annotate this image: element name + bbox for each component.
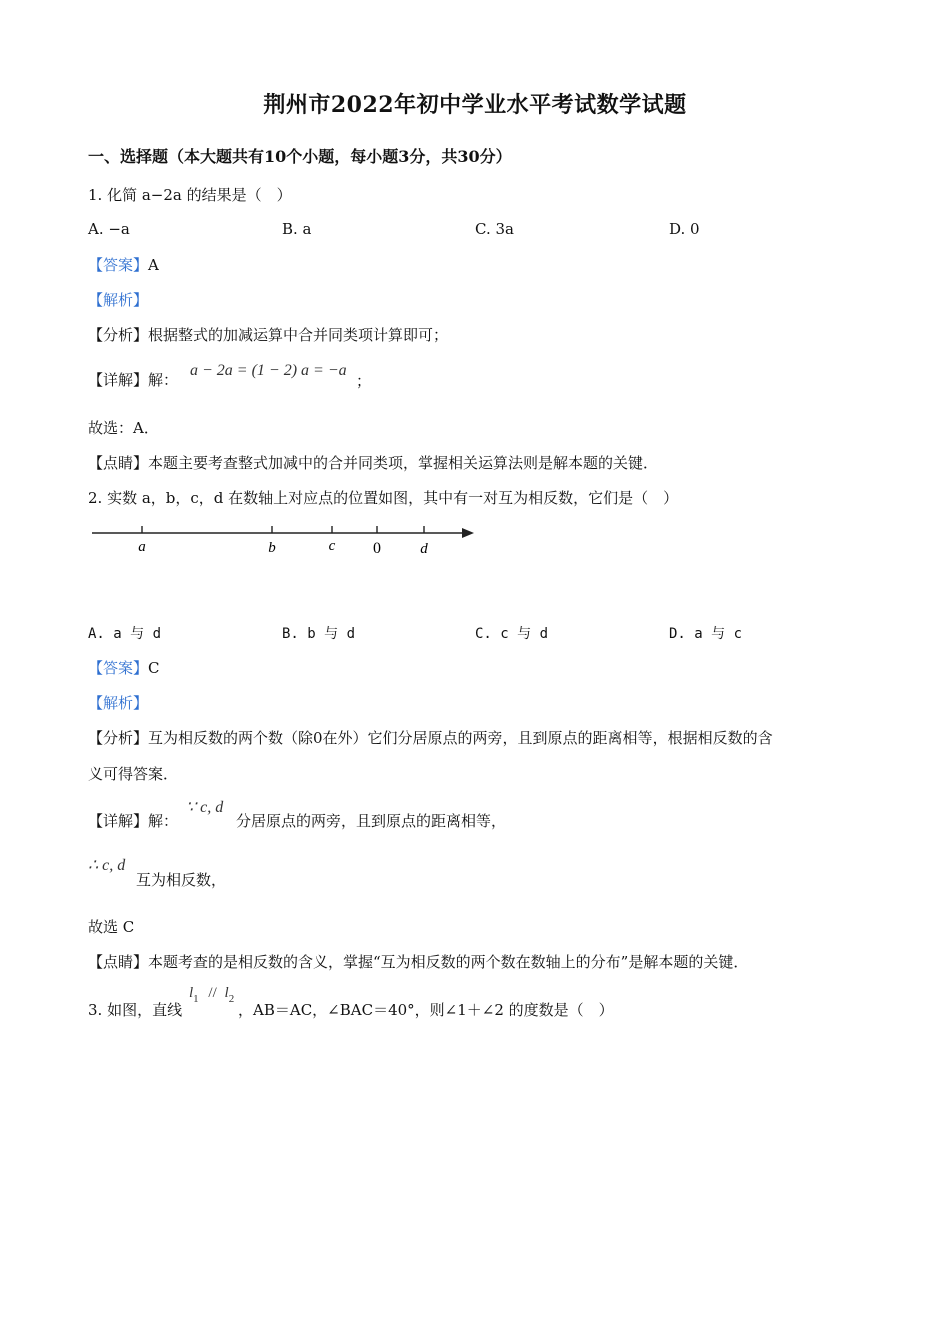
number-line-arrow: [462, 528, 474, 538]
q2-jiexi-tag: 【解析】: [88, 694, 149, 712]
q1-dianjing: [88, 454, 658, 472]
q2-conclusion: 故选 C: [88, 918, 135, 936]
q1-option-d: D. 0: [669, 220, 700, 238]
q2-fenxi-line1: [88, 729, 773, 747]
fenxi-text: 互为相反数的两个数（除0在外）它们分居原点的两旁，且到原点的距离相等，根据相反数的含: [148, 729, 773, 747]
q1-option-c: C. 3a: [475, 220, 514, 238]
answer-tag: 【答案】: [88, 659, 149, 677]
label-a: a: [138, 539, 146, 555]
q1-fenxi: [88, 326, 448, 344]
q2-option-a: A. a 与 d: [88, 626, 162, 642]
q1-formula: a − 2a = (1 − 2) a = −a: [190, 362, 347, 379]
q3-stem-rest: ，AB＝AC，∠BAC＝40°，则∠1＋∠2 的度数是（ ）: [238, 1001, 614, 1019]
xiangjie-prefix: 解：: [148, 371, 179, 389]
l1-letter: l: [189, 985, 194, 1001]
q2-answer: [88, 659, 160, 677]
q2-dianjing: [88, 953, 748, 971]
label-c: c: [328, 538, 336, 554]
label-zero: 0: [373, 540, 381, 557]
q2-therefore: ∴ c, d: [88, 857, 126, 874]
q2-option-d: D. a 与 c: [669, 626, 743, 642]
q3-line-l1: [189, 984, 235, 1005]
q1-xiangjie: [88, 371, 178, 389]
q2-option-c: C. c 与 d: [475, 626, 549, 642]
q3-stem-prefix: 3. 如图，直线: [88, 1001, 183, 1019]
answer-tag: 【答案】: [88, 256, 149, 274]
q2-stem: 2. 实数 a，b，c，d 在数轴上对应点的位置如图，其中有一对互为相反数，它们是（ ）: [88, 489, 679, 507]
fenxi-text: 根据整式的加减运算中合并同类项计算即可；: [148, 326, 449, 344]
q2-option-b: B. b 与 d: [282, 626, 356, 642]
q2-xiangjie: [88, 812, 178, 830]
l2-subscript: 2: [228, 993, 235, 1005]
dianjing-text: 本题主要考查整式加减中的合并同类项，掌握相关运算法则是解本题的关键．: [148, 454, 659, 472]
number-line: [88, 520, 488, 566]
q1-formula-end: ；: [356, 372, 372, 390]
q1-option-a: A. −a: [88, 220, 130, 238]
l1-subscript: 1: [193, 993, 199, 1005]
q1-answer: [88, 256, 159, 274]
label-d: d: [420, 541, 428, 557]
q1-option-b: B. a: [282, 220, 312, 238]
section-heading: 一、选择题（本大题共有10个小题，每小题3分，共30分）: [88, 147, 512, 166]
q2-fenxi-line2: 义可得答案．: [88, 765, 179, 783]
q1-jiexi-tag: 【解析】: [88, 291, 149, 309]
xiangjie-tag: 【详解】: [88, 812, 149, 830]
answer-value: C: [148, 659, 160, 677]
xiangjie-prefix: 解：: [148, 812, 179, 830]
page-title: 荆州市2022年初中学业水平考试数学试题: [263, 92, 687, 118]
fenxi-tag: 【分析】: [88, 326, 149, 344]
q2-because: ∵ c, d: [186, 799, 224, 816]
dianjing-tag: 【点睛】: [88, 454, 149, 472]
answer-value: A: [148, 256, 159, 274]
q2-because-rest: 分居原点的两旁，且到原点的距离相等，: [236, 812, 507, 830]
l2-letter: l: [224, 985, 229, 1001]
label-b: b: [268, 540, 276, 556]
dianjing-text: 本题考查的是相反数的含义，掌握“互为相反数的两个数在数轴上的分布”是解本题的关键．: [148, 953, 749, 971]
parallel-symbol: //: [208, 985, 217, 1001]
dianjing-tag: 【点睛】: [88, 953, 149, 971]
fenxi-tag: 【分析】: [88, 729, 149, 747]
q1-conclusion: 故选：A．: [88, 419, 159, 437]
q2-therefore-rest: 互为相反数，: [136, 871, 227, 889]
q1-stem: 1. 化简 a−2a 的结果是（ ）: [88, 186, 292, 204]
xiangjie-tag: 【详解】: [88, 371, 149, 389]
